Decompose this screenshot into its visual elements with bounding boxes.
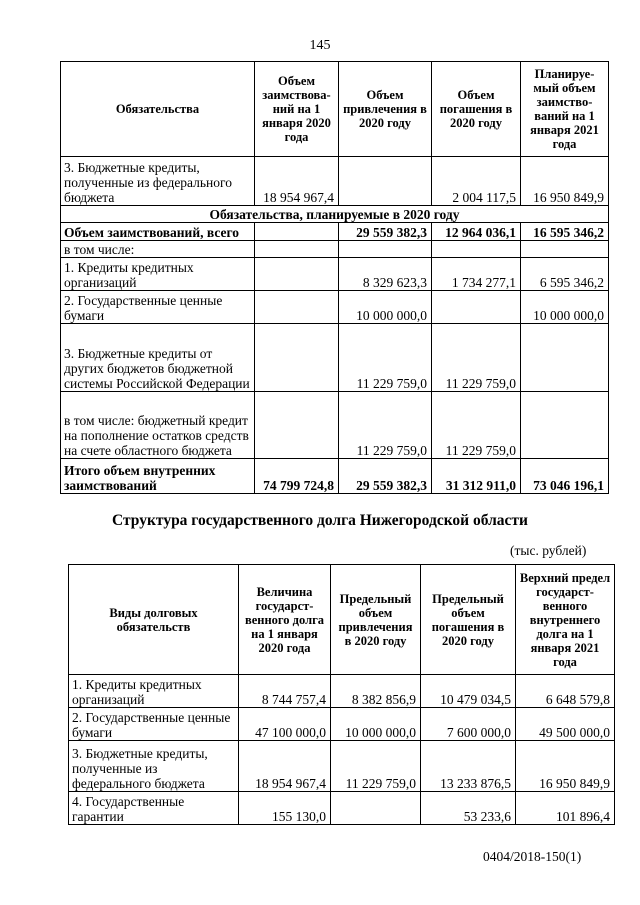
cell-value: 11 229 759,0 — [339, 324, 432, 392]
cell-value — [255, 223, 339, 241]
header-debt-types: Виды долговых обязательств — [69, 565, 239, 675]
cell-value: 10 000 000,0 — [331, 708, 421, 741]
row-label: 2. Государственные ценные бумаги — [61, 291, 255, 324]
cell-value: 29 559 382,3 — [339, 459, 432, 494]
cell-value: 6 595 346,2 — [521, 258, 609, 291]
debt-structure-table — [68, 564, 615, 825]
header-max-attraction-2020: Предельный объем привлечения в 2020 году — [331, 565, 421, 675]
row-label: 1. Кредиты кредитных организаций — [69, 675, 239, 708]
cell-value: 12 964 036,1 — [432, 223, 521, 241]
cell-value: 6 648 579,8 — [516, 675, 615, 708]
table-header-row — [61, 62, 609, 157]
cell-value: 31 312 911,0 — [432, 459, 521, 494]
cell-value — [521, 324, 609, 392]
table-row — [69, 792, 615, 825]
table-row — [61, 258, 609, 291]
cell-value: 101 896,4 — [516, 792, 615, 825]
cell-value: 16 950 849,9 — [516, 741, 615, 792]
table-row — [61, 157, 609, 206]
row-label: в том числе: — [61, 241, 255, 258]
header-attraction-2020: Объем привлечения в 2020 году — [339, 62, 432, 157]
cell-value — [339, 157, 432, 206]
row-label: Объем заимствований, всего — [61, 223, 255, 241]
table-row — [61, 241, 609, 258]
header-debt-jan-2020: Величина государст-венного долга на 1 января 2020 года — [239, 565, 331, 675]
table-row — [69, 708, 615, 741]
cell-value: 10 000 000,0 — [521, 291, 609, 324]
cell-value — [331, 792, 421, 825]
cell-value: 16 950 849,9 — [521, 157, 609, 206]
cell-value: 11 229 759,0 — [339, 392, 432, 459]
cell-value — [255, 324, 339, 392]
table-row — [61, 223, 609, 241]
cell-value: 11 229 759,0 — [331, 741, 421, 792]
header-upper-limit-jan-2021: Верхний предел государст-венного внутреннего долга на 1 января 2021 года — [516, 565, 615, 675]
section-header-row — [61, 206, 609, 223]
cell-value: 16 595 346,2 — [521, 223, 609, 241]
header-planned-jan-2021: Планируе-мый объем заимство-ваний на 1 января 2021 года — [521, 62, 609, 157]
cell-value: 73 046 196,1 — [521, 459, 609, 494]
header-obligations: Обязательства — [61, 62, 255, 157]
row-label: 3. Бюджетные кредиты, полученные из федерального бюджета — [61, 157, 255, 206]
header-max-repayment-2020: Предельный объем погашения в 2020 году — [421, 565, 516, 675]
cell-value: 49 500 000,0 — [516, 708, 615, 741]
document-code: 0404/2018-150(1) — [483, 849, 582, 864]
cell-value: 8 382 856,9 — [331, 675, 421, 708]
header-borrowings-jan-2020: Объем заимствова-ний на 1 января 2020 года — [255, 62, 339, 157]
row-label: 1. Кредиты кредитных организаций — [61, 258, 255, 291]
cell-value: 13 233 876,5 — [421, 741, 516, 792]
cell-value: 29 559 382,3 — [339, 223, 432, 241]
cell-value: 8 329 623,3 — [339, 258, 432, 291]
cell-value: 53 233,6 — [421, 792, 516, 825]
cell-value: 74 799 724,8 — [255, 459, 339, 494]
header-repayment-2020: Объем погашения в 2020 году — [432, 62, 521, 157]
cell-value: 10 000 000,0 — [339, 291, 432, 324]
cell-value: 11 229 759,0 — [432, 324, 521, 392]
row-label: 4. Государственные гарантии — [69, 792, 239, 825]
table-row — [61, 324, 609, 392]
cell-value: 2 004 117,5 — [432, 157, 521, 206]
table-row — [61, 392, 609, 459]
cell-value — [255, 291, 339, 324]
cell-value: 18 954 967,4 — [239, 741, 331, 792]
cell-value: 1 734 277,1 — [432, 258, 521, 291]
borrowings-table — [60, 61, 609, 494]
cell-value: 155 130,0 — [239, 792, 331, 825]
section-header: Обязательства, планируемые в 2020 году — [61, 206, 609, 223]
cell-value: 7 600 000,0 — [421, 708, 516, 741]
cell-value — [255, 258, 339, 291]
row-label: в том числе: бюджетный кредит на пополнение остатков средств на счете областного бюджета — [61, 392, 255, 459]
cell-value: 47 100 000,0 — [239, 708, 331, 741]
table-row — [61, 291, 609, 324]
row-label: 3. Бюджетные кредиты, полученные из федерального бюджета — [69, 741, 239, 792]
table-row — [61, 459, 609, 494]
table-row — [69, 675, 615, 708]
table-row — [69, 741, 615, 792]
cell-value: 8 744 757,4 — [239, 675, 331, 708]
cell-value — [432, 291, 521, 324]
table-header-row — [69, 565, 615, 675]
cell-value: 18 954 967,4 — [255, 157, 339, 206]
cell-value: 11 229 759,0 — [432, 392, 521, 459]
section-title: Структура государственного долга Нижегородской области — [112, 512, 528, 529]
row-label: 3. Бюджетные кредиты от других бюджетов бюджетной системы Российской Федерации — [61, 324, 255, 392]
cell-value — [521, 392, 609, 459]
page-number: 145 — [309, 38, 331, 53]
cell-value — [255, 392, 339, 459]
units-label: (тыс. рублей) — [510, 543, 587, 558]
cell-value: 10 479 034,5 — [421, 675, 516, 708]
row-label: Итого объем внутренних заимствований — [61, 459, 255, 494]
row-label: 2. Государственные ценные бумаги — [69, 708, 239, 741]
